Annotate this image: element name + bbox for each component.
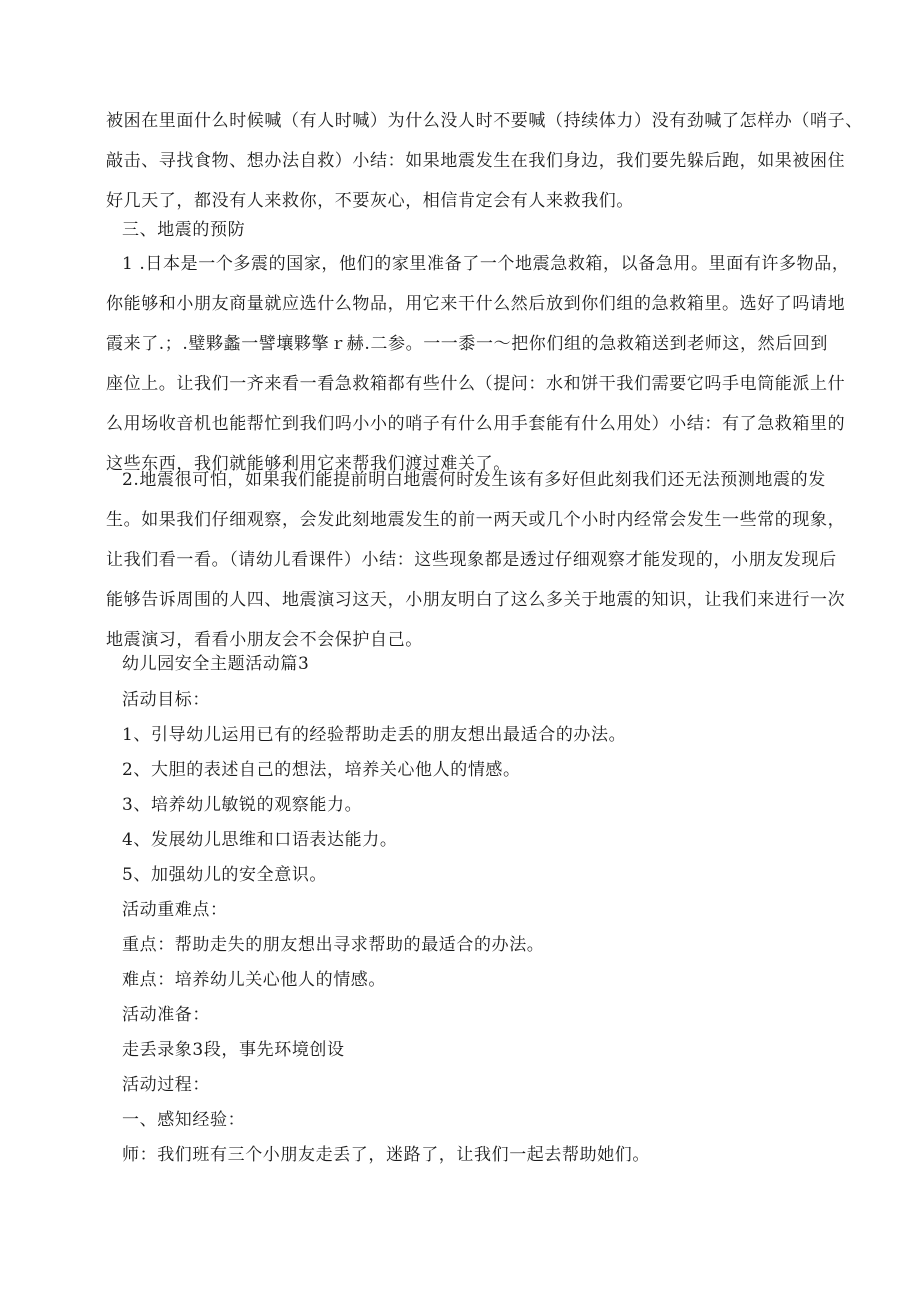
text-line: 活动过程： <box>122 1075 210 1095</box>
activity-title: 幼儿园安全主题活动篇3 <box>122 654 310 674</box>
text-line: 被困在里面什么时候喊（有人时喊）为什么没人时不要喊（持续体力）没有劲喊了怎样办（哨子、 <box>106 111 863 131</box>
paragraph-emergency-kit <box>106 244 850 484</box>
text-line: 活动准备： <box>122 1005 210 1025</box>
list-item: 5、加强幼儿的安全意识。 <box>122 865 328 885</box>
list-item: 3、培养幼儿敏锐的观察能力。 <box>122 795 363 815</box>
text-line: 么用场收音机也能帮忙到我们吗小小的哨子有什么用手套能有什么用处）小结：有了急救箱里的 <box>106 414 846 434</box>
text-line: 你能够和小朋友商量就应选什么物品，用它来干什么然后放到你们组的急救箱里。选好了吗请地 <box>106 294 846 314</box>
text-line: 这些东西，我们就能够利用它来帮我们渡过难关了。 <box>106 454 511 474</box>
paragraph-observation <box>106 460 846 660</box>
text-line: 座位上。让我们一齐来看一看急救箱都有些什么（提问：水和饼干我们需要它吗手电筒能派上什 <box>106 374 846 394</box>
text-line: 敲击、寻找食物、想办法自救）小结：如果地震发生在我们身边，我们要先躲后跑，如果被困住 <box>106 151 846 171</box>
text-line: 霞来了.；.璧夥蠡一譬壤夥擎ｒ赫.二参。一一黍一～把你们组的急救箱送到老师这，然后回到 <box>106 334 829 354</box>
text-line: 1 .日本是一个多震的国家，他们的家里准备了一个地震急救箱，以备急用。里面有许多物品， <box>122 254 850 274</box>
list-item: 2、大胆的表述自己的想法，培养关心他人的情感。 <box>122 760 521 780</box>
text-line: 地震演习，看看小朋友会不会保护自己。 <box>106 630 423 650</box>
text-line: 重点：帮助走失的朋友想出寻求帮助的最适合的办法。 <box>122 935 545 955</box>
list-item: 4、发展幼儿思维和口语表达能力。 <box>122 830 398 850</box>
text-line: 活动目标： <box>122 690 210 710</box>
text-line: 活动重难点： <box>122 900 228 920</box>
paragraph-rescue-summary <box>106 101 863 221</box>
text-line: 难点：培养幼儿关心他人的情感。 <box>122 970 386 990</box>
text-line: 生。如果我们仔细观察，会发此刻地震发生的前一两天或几个小时内经常会发生一些常的现象， <box>106 510 846 530</box>
list-item: 1、引导幼儿运用已有的经验帮助走丢的朋友想出最适合的办法。 <box>122 725 627 745</box>
activity-plan <box>122 646 822 1173</box>
section-title: 三、地震的预防 <box>122 220 246 240</box>
text-line: 2.地震很可怕，如果我们能提前明白地震何时发生该有多好但此刻我们还无法预测地震的发 <box>122 470 826 490</box>
text-line: 让我们看一看。（请幼儿看课件）小结：这些现象都是透过仔细观察才能发现的，小朋友发现后 <box>106 550 837 570</box>
text-line: 师：我们班有三个小朋友走丢了，迷路了，让我们一起去帮助她们。 <box>122 1145 650 1165</box>
text-line: 好几天了，都没有人来救你，不要灰心，相信肯定会有人来救我们。 <box>106 191 634 211</box>
text-line: 一、感知经验： <box>122 1110 246 1130</box>
text-line: 走丢录象3段，事先环境创设 <box>122 1040 345 1060</box>
text-line: 能够告诉周围的人四、地震演习这天，小朋友明白了这么多关于地震的知识，让我们来进行一次 <box>106 590 846 610</box>
